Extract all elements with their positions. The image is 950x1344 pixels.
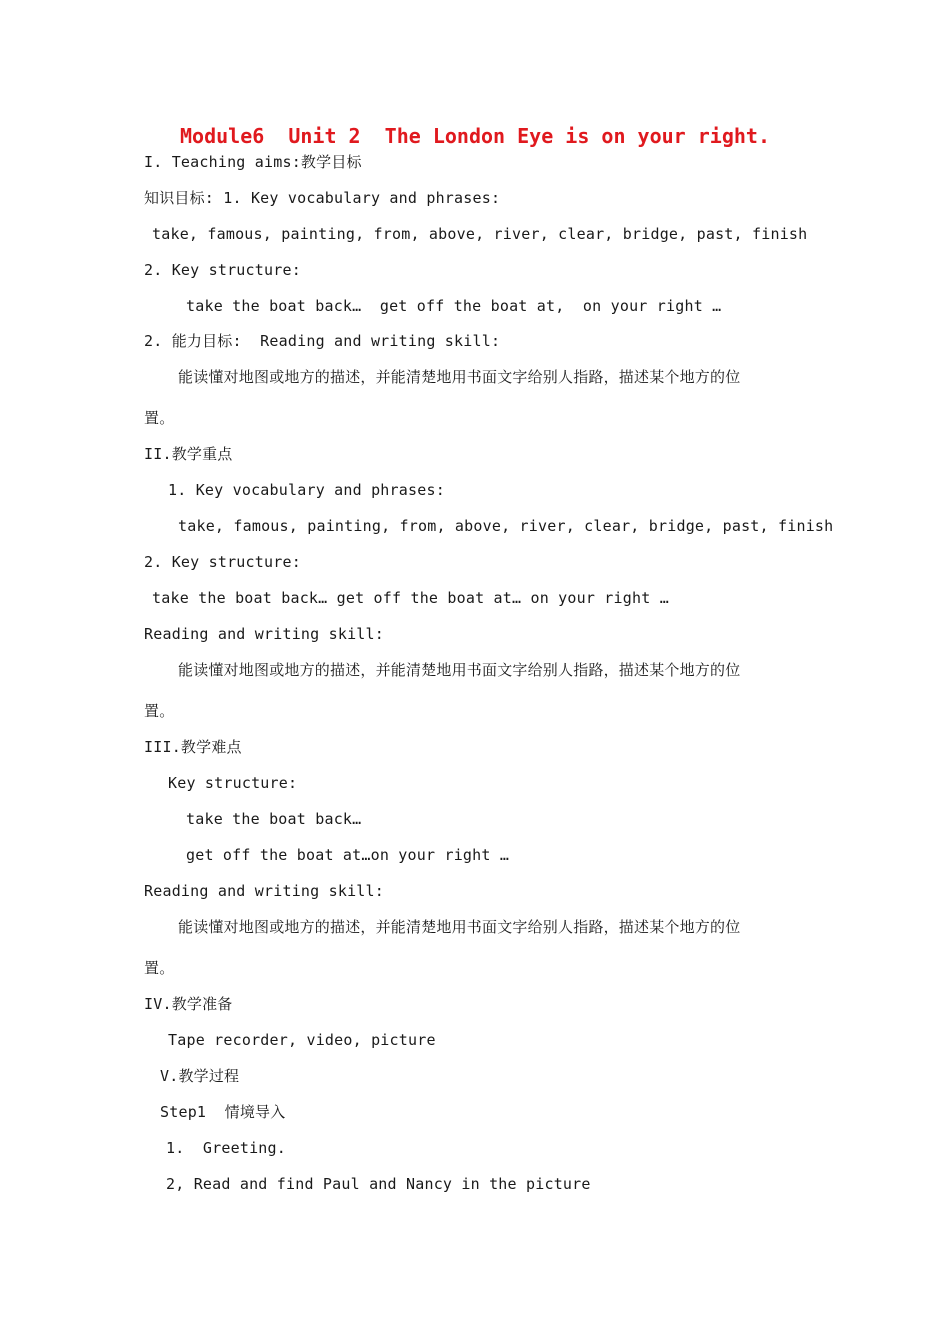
- vocabulary-list: take, famous, painting, from, above, river, clear, bridge, past, finish: [152, 225, 808, 243]
- section-key-points: II.教学重点: [144, 445, 233, 463]
- section-teaching-aims: I. Teaching aims:教学目标: [144, 153, 362, 171]
- key-points-vocabulary-heading: 1. Key vocabulary and phrases:: [168, 481, 445, 499]
- key-points-structure-list: take the boat back… get off the boat at… on your right …: [152, 589, 669, 607]
- step-1-heading: Step1 情境导入: [160, 1103, 286, 1121]
- step-1-item-2: 2, Read and find Paul and Nancy in the picture: [166, 1175, 591, 1193]
- difficulties-skill-text-end: 置。: [144, 959, 175, 977]
- section-procedure: V.教学过程: [160, 1067, 240, 1085]
- section-difficulties: III.教学难点: [144, 738, 242, 756]
- key-points-skill-text: 能读懂对地图或地方的描述，并能清楚地用书面文字给别人指路，描述某个地方的位: [178, 661, 741, 679]
- ability-goal-heading: 2. 能力目标: Reading and writing skill:: [144, 332, 501, 350]
- preparation-items: Tape recorder, video, picture: [168, 1031, 436, 1049]
- document-title: Module6 Unit 2 The London Eye is on your right.: [179, 124, 770, 148]
- difficulties-structure-heading: Key structure:: [168, 774, 298, 792]
- difficulties-skill-text: 能读懂对地图或地方的描述，并能清楚地用书面文字给别人指路，描述某个地方的位: [178, 918, 741, 936]
- ability-goal-text: 能读懂对地图或地方的描述，并能清楚地用书面文字给别人指路，描述某个地方的位: [178, 368, 741, 386]
- step-1-item-1: 1. Greeting.: [166, 1139, 286, 1157]
- knowledge-goal-vocabulary-heading: 知识目标: 1. Key vocabulary and phrases:: [144, 189, 501, 207]
- key-points-vocabulary-list: take, famous, painting, from, above, river, clear, bridge, past, finish: [178, 517, 834, 535]
- key-structure-list: take the boat back… get off the boat at, on your right …: [186, 297, 722, 315]
- key-points-structure-heading: 2. Key structure:: [144, 553, 301, 571]
- difficulties-structure-item-2: get off the boat at…on your right …: [186, 846, 510, 864]
- ability-goal-text-end: 置。: [144, 409, 175, 427]
- difficulties-structure-item-1: take the boat back…: [186, 810, 362, 828]
- difficulties-skill-heading: Reading and writing skill:: [144, 882, 384, 900]
- key-points-skill-heading: Reading and writing skill:: [144, 625, 384, 643]
- section-preparation: IV.教学准备: [144, 995, 233, 1013]
- key-points-skill-text-end: 置。: [144, 702, 175, 720]
- key-structure-heading: 2. Key structure:: [144, 261, 301, 279]
